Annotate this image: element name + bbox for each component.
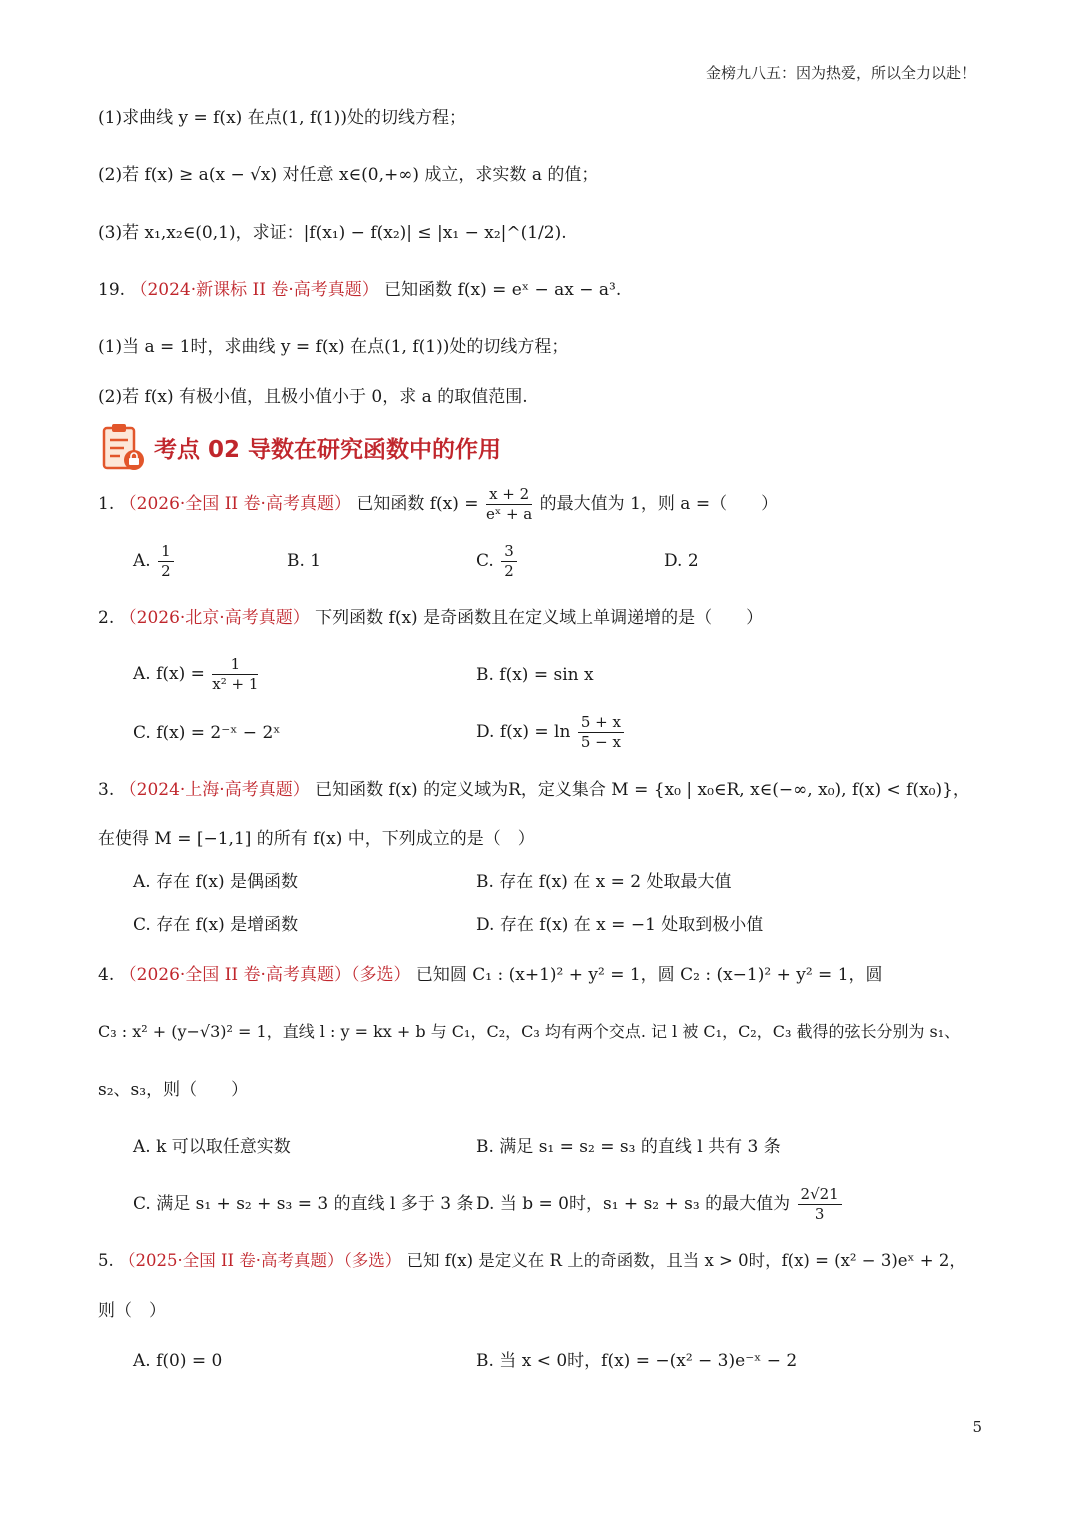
question-2 [98,606,763,630]
q4-option-a: A. k 可以取任意实数 [133,1137,291,1157]
q1-option-c: C. $\frac{3}{2}$ [476,540,519,582]
question-stem: 已知函数 f(x) 的定义域为R，定义集合 M = {x₀ | x₀∈R, x∈(−∞, x₀), f(x) < f(x₀)}， [315,780,970,800]
prev-part-1: (1)求曲线 y = f(x) 在点(1, f(1))处的切线方程； [98,108,466,128]
q4-option-b: B. 满足 s₁ = s₂ = s₃ 的直线 l 共有 3 条 [476,1137,781,1157]
question-number: 3. [98,780,115,800]
fraction: $\frac{x + 2}{\text{eˣ + a}}$ [485,485,533,523]
question-1 [98,482,778,526]
question-4 [98,963,883,987]
q2-option-b: B. f(x) = sin x [476,665,594,685]
question-source: （2024·上海·高考真题） [119,780,310,800]
question-number: 5. [98,1251,114,1270]
clipboard-icon [100,422,146,472]
q4-option-c: C. 满足 s₁ + s₂ + s₃ = 3 的直线 l 多于 3 条 [133,1194,474,1214]
problem-19-part-1: (1)当 a = 1时，求曲线 y = f(x) 在点(1, f(1))处的切线方程； [98,337,569,357]
page-number: 5 [972,1418,982,1436]
question-stem-end: 的最大值为 1，则 a =（ ） [539,494,779,514]
question-5 [98,1249,966,1273]
q3-option-d: D. 存在 f(x) 在 x = −1 处取到极小值 [476,915,764,935]
question-source: （2026·全国 II 卷·高考真题）（多选） [119,965,411,985]
prev-part-3: (3)若 x₁,x₂∈(0,1)，求证：|f(x₁) − f(x₂)| ≤ |x₁ − x₂|^(1/2). [98,223,567,243]
question-4-line-3: s₂、s₃，则（ ） [98,1080,249,1100]
question-number: 1. [98,494,115,514]
prev-part-2: (2)若 f(x) ≥ a(x − √x) 对任意 x∈(0,+∞) 成立，求实数 a 的值； [98,165,599,185]
section-title: 考点 02 导数在研究函数中的作用 [154,436,502,463]
problem-19 [98,278,621,302]
question-3 [98,778,970,802]
question-stem: 已知圆 C₁ : (x+1)² + y² = 1，圆 C₂ : (x−1)² + y² = 1，圆 [415,965,883,985]
q2-option-c: C. f(x) = 2⁻ˣ − 2ˣ [133,723,281,743]
problem-stem: 已知函数 f(x) = eˣ − ax − a³. [384,280,622,300]
problem-19-part-2: (2)若 f(x) 有极小值，且极小值小于 0，求 a 的取值范围. [98,387,528,407]
question-source: （2026·北京·高考真题） [119,608,310,628]
question-5-line-2: 则（ ） [98,1301,166,1321]
q3-option-c: C. 存在 f(x) 是增函数 [133,915,299,935]
section-heading [100,422,501,472]
question-number: 4. [98,965,115,985]
q3-option-b: B. 存在 f(x) 在 x = 2 处取最大值 [476,872,732,892]
q5-option-a: A. f(0) = 0 [133,1351,223,1371]
question-stem: 下列函数 f(x) 是奇函数且在定义域上单调递增的是（ ） [315,608,764,628]
question-3-line-2: 在使得 M = [−1,1] 的所有 f(x) 中，下列成立的是（ ） [98,829,535,849]
q2-option-d: D. f(x) = ln $\frac{5 + x}{5 - x}$ [476,710,626,754]
question-stem: 已知函数 f(x) = [356,494,479,514]
problem-number: 19. [98,280,126,300]
header-slogan: 金榜九八五：因为热爱，所以全力以赴！ [705,64,976,82]
question-source: （2026·全国 II 卷·高考真题） [119,494,351,514]
q1-option-b: B. 1 [287,551,322,571]
q5-option-b: B. 当 x < 0时，f(x) = −(x² − 3)e⁻ˣ − 2 [476,1351,798,1371]
question-stem: 已知 f(x) 是定义在 R 上的奇函数，且当 x > 0时，f(x) = (x² − 3)eˣ + 2， [406,1251,966,1270]
q1-option-d: D. 2 [664,551,699,571]
question-4-line-2: C₃ : x² + (y−√3)² = 1，直线 l : y = kx + b 与 C₁，C₂，C₃ 均有两个交点. 记 l 被 C₁，C₂，C₃ 截得的弦长分别为 s₁、 [98,1022,961,1041]
question-source: （2025·全国 II 卷·高考真题）（多选） [119,1251,402,1270]
q2-option-a: A. f(x) = $\frac{1}{\text{x² + 1}}$ [133,655,259,693]
question-number: 2. [98,608,115,628]
q3-option-a: A. 存在 f(x) 是偶函数 [133,872,299,892]
q1-option-a: A. $\frac{1}{2}$ [133,540,176,582]
q4-option-d: D. 当 b = 0时，s₁ + s₂ + s₃ 的最大值为 $\frac{2√21}{3}$ [476,1182,844,1226]
problem-source: （2024·新课标 II 卷·高考真题） [130,280,379,300]
